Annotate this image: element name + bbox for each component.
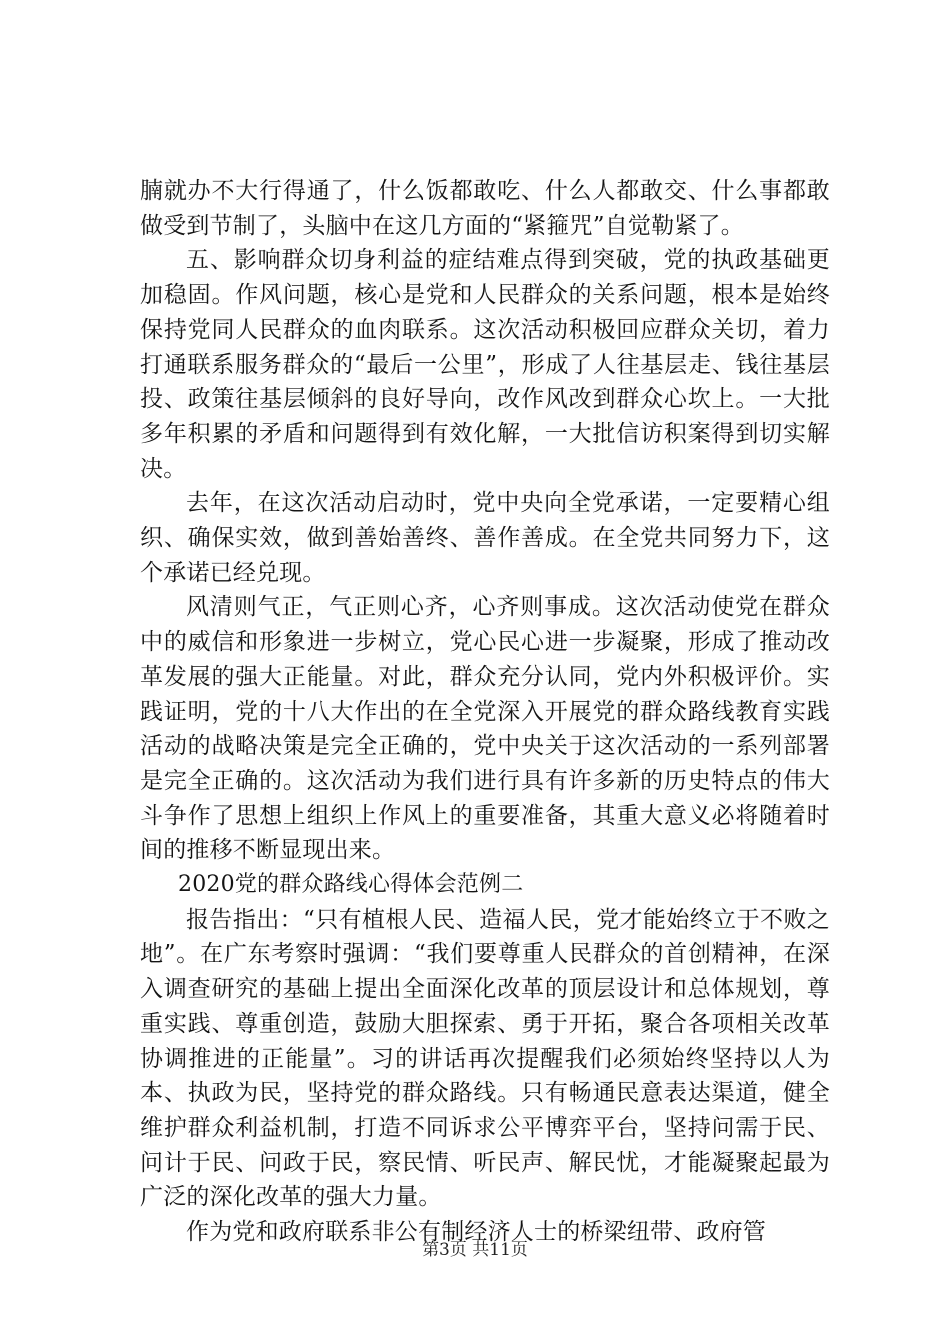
paragraph-conclusion: 风清则气正，气正则心齐，心齐则事成。这次活动使党在群众中的威信和形象进一步树立，党心民心进一步凝聚，形成了推动改革发展的强大正能量。对此，群众充分认同，党内外积极评价。实践证明，党的十八大作出的在全党深入开展党的群众路线教育实践活动的战略决策是完全正确的，党中央关于这次活动的一系列部署是完全正确的。这次活动为我们进行具有许多新的历史特点的伟大斗争作了思想上组织上作风上的重要准备，其重大意义必将随着时间的推移不断显现出来。 [140, 594, 830, 864]
paragraph-report: 报告指出：“只有植根人民、造福人民，党才能始终立于不败之地”。在广东考察时强调：“我们要尊重人民群众的首创精神，在深入调查研究的基础上提出全面深化改革的顶层设计和总体规划，尊重实践、尊重创造，鼓励大胆探索、勇于开拓，聚合各项相关改革协调推进的正能量”。习的讲话再次提醒我们必须始终坚持以人为本、执政为民，坚持党的群众路线。只有畅通民意表达渠道，健全维护群众利益机制，打造不同诉求公平博弈平台，坚持问需于民、问计于民、问政于民，察民情、听民声、解民忧，才能凝聚起最为广泛的深化改革的强大力量。 [140, 906, 830, 1211]
document-body [140, 174, 830, 1250]
paragraph-truncated: 作为党和政府联系非公有制经济人士的桥梁纽带、政府管 [186, 1219, 766, 1246]
paragraph-promise: 去年，在这次活动启动时，党中央向全党承诺，一定要精心组织、确保实效，做到善始善终、善作善成。在全党共同努力下，这个承诺已经兑现。 [140, 490, 830, 586]
page-number-footer: 第3页 共11页 [422, 1240, 528, 1260]
paragraph-point-five: 五、影响群众切身利益的症结难点得到突破，党的执政基础更加稳固。作风问题，核心是党和人民群众的关系问题，根本是始终保持党同人民群众的血肉联系。这次活动积极回应群众关切，着力打通联系服务群众的“最后一公里”，形成了人往基层走、钱往基层投、政策往基层倾斜的良好导向，改作风改到群众心坎上。一大批多年积累的矛盾和问题得到有效化解，一大批信访积案得到切实解决。 [140, 247, 830, 482]
section-heading: 2020党的群众路线心得体会范例二 [178, 872, 524, 898]
paragraph-continued: 腩就办不大行得通了，什么饭都敢吃、什么人都敢交、什么事都敢做受到节制了，头脑中在这几方面的“紧箍咒”自觉勒紧了。 [140, 178, 830, 239]
